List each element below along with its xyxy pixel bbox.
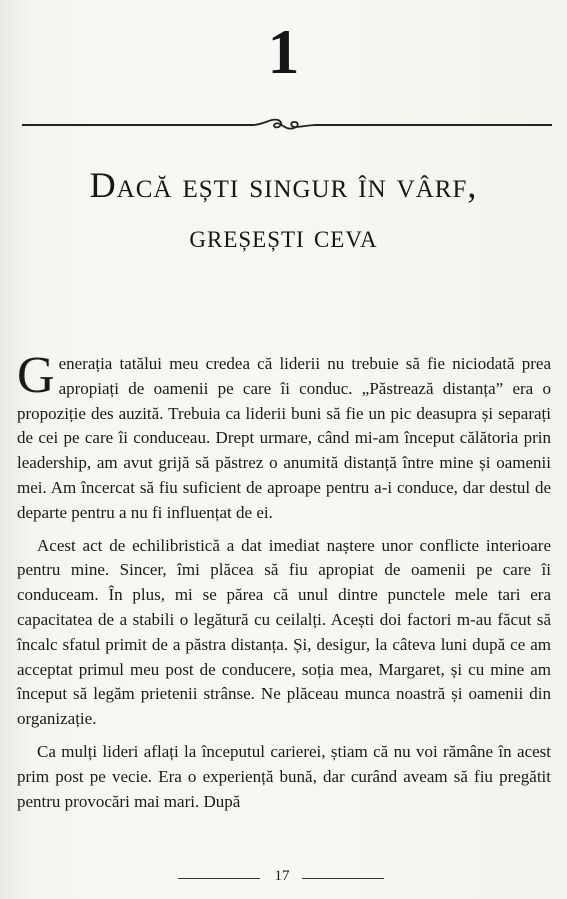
flourish-icon [250,116,320,134]
rule-right [314,124,552,126]
footer-rule-right [302,878,384,879]
footer-rule-left [178,878,260,879]
paragraph-1-text: enerația tatălui meu credea că liderii nu trebuie să fie niciodată prea apropiați de oamenii pe care îi conduc. „Păstrează distanța” era o propoziție des auzită. Trebuia ca liderii buni să fie un pic deasupra și separați de cei pe care îi conduceau. Drept urmare, când mi-am început călătoria prin leadership, am avut grijă să păstrez o anumită distanță între mine și oamenii mei. Am încercat să fiu suficient de aproape pentru a-i conduce, dar destul de departe pentru a nu fi influențat de ei. [17,354,551,522]
page-footer [0,868,567,888]
paragraph-2: Acest act de echilibristică a dat imediat naștere unor conflicte interioare pentru mine. Sincer, îmi plăcea să fiu apropiat de oamenii pe care îi conduceam. În plus, mi se părea că unul dintre punctele mele tari era capacitatea de a stabili o legătură cu ceilalți. Acești doi factori m-au făcut să încalc sfatul primit de a păstra distanța. Și, desigur, la câteva luni după ce am acceptat primul meu post de conducere, soția mea, Margaret, și cu mine am început să legăm prietenii strânse. Ne plăceau munca noastră și oamenii din organizație. [17,535,551,729]
chapter-body [17,347,551,822]
chapter-ornament-rule [22,118,552,132]
paragraph-3: Ca mulți lideri aflați la începutul carierei, știam că nu voi rămâne în acest prim post pe vecie. Era o experiență bună, dar curând aveam să fiu pregătit pentru provocări mai mari. După [17,741,551,811]
chapter-title-line-2: greșești ceva [189,219,378,255]
chapter-title-line-1: Dacă ești singur în vârf, [89,165,478,205]
page-number: 17 [274,868,290,884]
paragraph-1 [17,347,551,526]
rule-left [22,124,254,126]
chapter-number: 1 [267,16,300,87]
drop-cap: G [17,347,55,404]
